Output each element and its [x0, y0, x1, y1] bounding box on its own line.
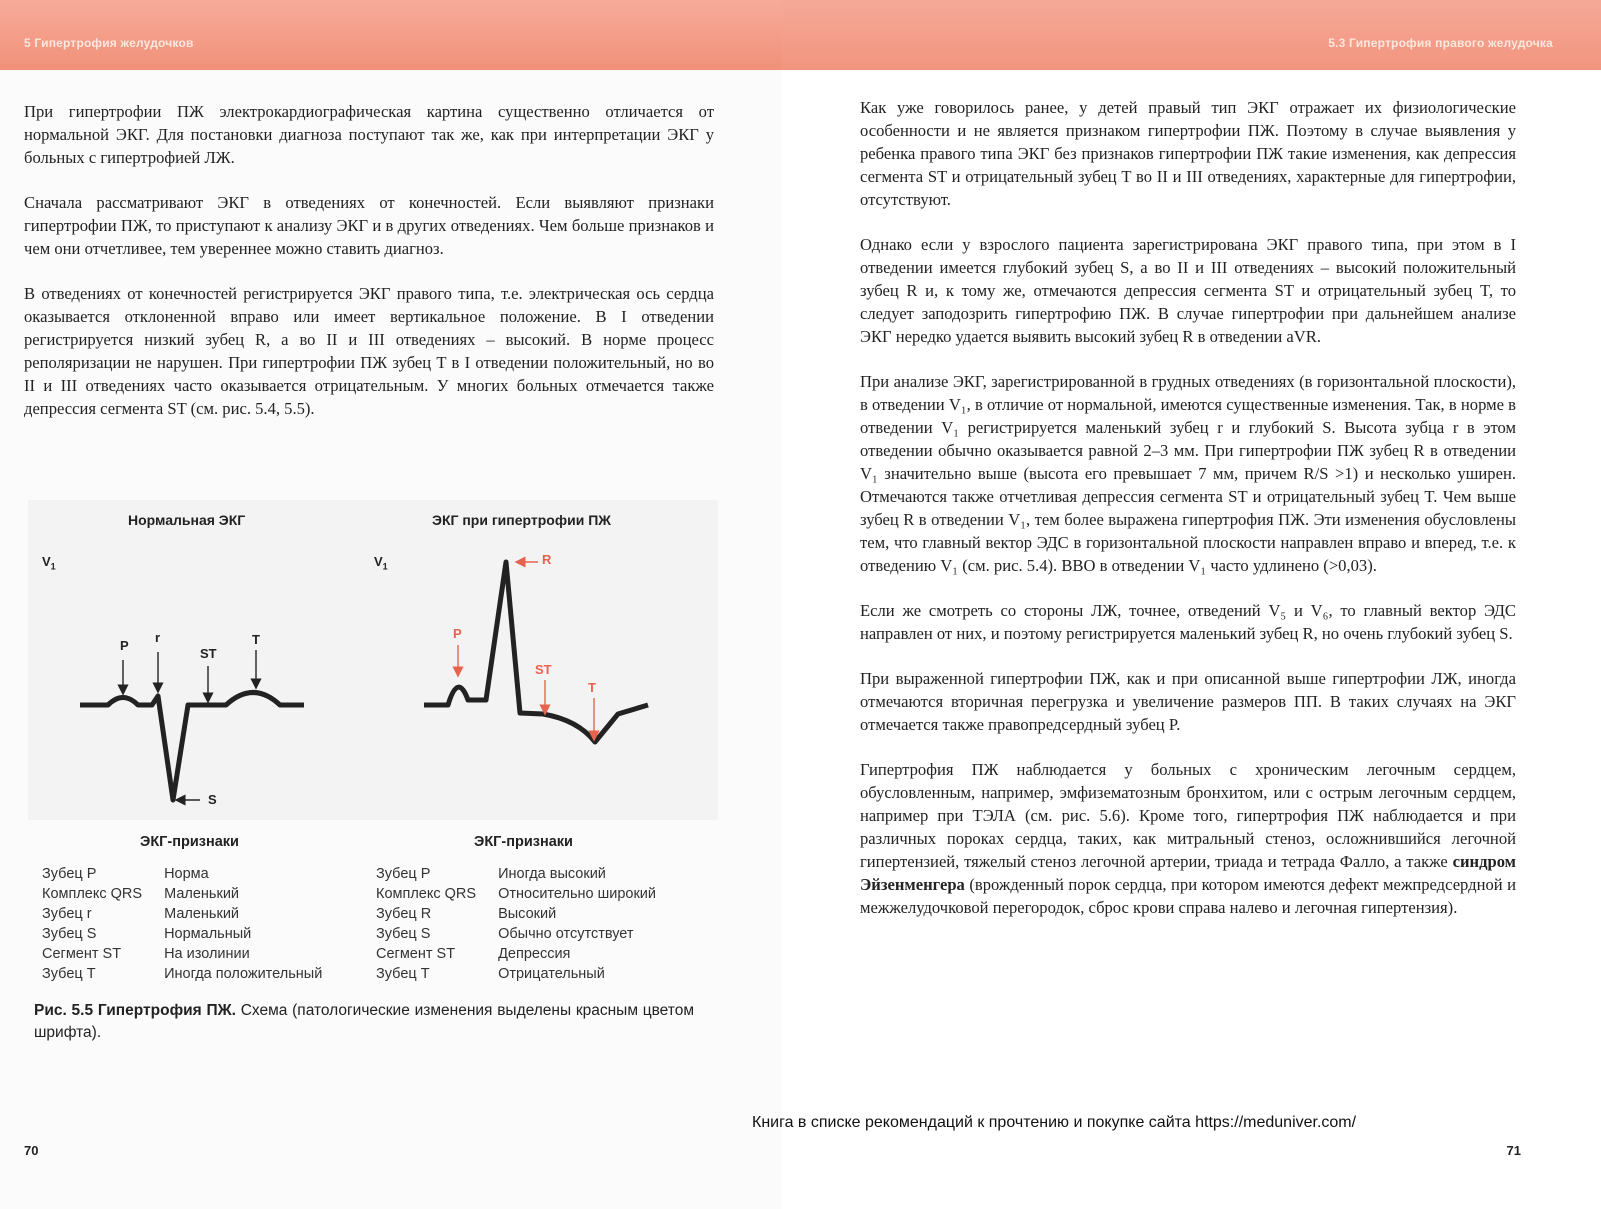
right-page-header	[782, 0, 1601, 70]
feature-row	[376, 924, 656, 944]
label-s: S	[208, 792, 217, 807]
feature-name: Комплекс QRS	[376, 886, 477, 902]
feature-name: Комплекс QRS	[42, 886, 143, 902]
paragraph: Как уже говорилось ранее, у детей правый тип ЭКГ отражает их физиологические особенности и не является признаком гипертрофии ПЖ. Поэтому в случае выявления у ребенка правого типа ЭКГ без признаков гипертрофии ПЖ такие изменения, как депрессия сегмента ST и отрицательный зубец T во II и III отведениях, характерные для гипертрофии, отсутствуют.	[860, 98, 1516, 209]
page-number-right: 71	[1506, 1143, 1521, 1158]
caption-text: Схема (патологические изменения выделены красным цветом шрифта).	[34, 1002, 694, 1041]
feature-name: Сегмент ST	[42, 946, 122, 962]
left-page	[0, 0, 782, 1209]
label-t: T	[252, 632, 260, 647]
feature-name: Сегмент ST	[376, 946, 456, 962]
left-page-header	[0, 0, 782, 70]
site-recommendation-note: Книга в списке рекомендаций к прочтению и покупке сайта https://meduniver.com/	[752, 1114, 1357, 1131]
feature-row	[42, 944, 322, 964]
left-body-text	[24, 100, 714, 442]
chapter-title: 5 Гипертрофия желудочков	[24, 36, 194, 50]
paragraph: В отведениях от конечностей регистрируется ЭКГ правого типа, т.е. электрическая ось сердца оказывается отклоненной вправо или имеет вертикальное положение. В I отведении регистрируется низкий зубец R, а во II и III отведениях – высокий. В норме процесс реполяризации не нарушен. При гипертрофии ПЖ зубец T в I отведении положительный, но во II и III отведениях часто оказывается отрицательным. У многих больных отмечается также депрессия сегмента ST (см. рис. 5.4, 5.5).	[24, 284, 714, 418]
feature-value: На изолинии	[164, 946, 250, 962]
feature-value: Высокий	[498, 906, 557, 922]
feature-row	[376, 864, 656, 884]
right-body-text	[860, 96, 1516, 941]
lead-label-hypertrophy: $V_1$	[374, 554, 388, 572]
paragraph: Если же смотреть со стороны ЛЖ, точнее, отведений V₅ и V₆, то главный вектор ЭДС направлен от них, и поэтому регистрируется маленький зубец R, но очень глубокий зубец S.	[860, 601, 1516, 643]
feature-row	[42, 904, 322, 924]
feature-value: Маленький	[164, 886, 240, 902]
paragraph: При гипертрофии ПЖ электрокардиографическая картина существенно отличается от нормальной ЭКГ. Для постановки диагноза поступают так же, как при интерпретации ЭКГ у больных с гипертрофией ЛЖ.	[24, 102, 714, 167]
label-p: P	[120, 638, 129, 653]
feature-value: Депрессия	[498, 946, 571, 962]
right-page	[782, 0, 1601, 1209]
feature-value: Норма	[164, 866, 209, 882]
features-title-hypertrophy: ЭКГ-признаки	[474, 834, 573, 850]
label-r: r	[155, 630, 161, 645]
feature-name: Зубец P	[376, 866, 431, 882]
figure-5-5	[28, 500, 718, 1060]
feature-row	[42, 884, 322, 904]
feature-row	[376, 944, 656, 964]
feature-value: Обычно отсутствует	[498, 926, 634, 942]
feature-value: Маленький	[164, 906, 240, 922]
normal-ecg-title: Нормальная ЭКГ	[128, 512, 246, 528]
feature-name: Зубец r	[42, 906, 92, 922]
feature-name: Зубец T	[376, 966, 430, 982]
feature-name: Зубец P	[42, 866, 97, 882]
ecg-waveforms	[28, 500, 718, 820]
feature-value: Отрицательный	[498, 966, 605, 982]
paragraph: При анализе ЭКГ, зарегистрированной в грудных отведениях (в горизонтальной плоскости), в отведении V₁, в отличие от нормальной, имеются существенные изменения. Так, в норме в отведении V₁ регистрируется маленький зубец r и глубокий S. Высота зубца r в этом отведении обычно оказывается равной 2–3 мм. При гипертрофии ПЖ зубец R в отведении V₁ значительно выше (высота его превышает 7 мм, причем R/S >1) и несколько уширен. Отмечаются также отчетливая депрессия сегмента ST и отрицательный зубец T. Чем выше зубец R в отведении V₁, тем более выражена гипертрофия ПЖ. Эти изменения обусловлены тем, что главный вектор ЭДС в горизонтальной плоскости направлен вправо и вперед, т.е. к отведению V₁ (см. рис. 5.4). ВВО в отведении V₁ часто удлинено (>0,03).	[860, 372, 1516, 575]
paragraph-last: Гипертрофия ПЖ наблюдается у больных с хроническим легочным сердцем, обусловленным, например, эмфизематозным бронхитом, или с острым легочным сердцем, например при ТЭЛА (см. рис. 5.6). Кроме того, гипертрофия ПЖ наблюдается и при различных пороках сердца, таких, как митральный стеноз, осложнившийся легочной гипертензией, тяжелый стеноз легочной артерии, триада и тетрада Фалло, а также синдром Эйзенменгера (врожденный порок сердца, при котором имеются дефект межпредсердной и межжелудочковой перегородок, сброс крови справа налево и легочная гипертензия).	[860, 760, 1516, 917]
lead-label-normal: $V_1$	[42, 554, 56, 572]
feature-row	[376, 964, 656, 984]
feature-value: Относительно широкий	[498, 886, 656, 902]
label-ST-red: ST	[535, 662, 552, 677]
section-title: 5.3 Гипертрофия правого желудочка	[1328, 36, 1553, 50]
figure-caption	[34, 1000, 694, 1044]
paragraph: Однако если у взрослого пациента зарегистрирована ЭКГ правого типа, при этом в I отведении имеется глубокий зубец S, а во II и III отведениях – высокий положительный зубец R и, к тому же, отмечаются депрессия сегмента ST и отрицательный зубец T, то следует заподозрить гипертрофию ПЖ. В случае гипертрофии при дальнейшем анализе ЭКГ нередко удается выявить высокий зубец R в отведении aVR.	[860, 235, 1516, 346]
features-title-normal: ЭКГ-признаки	[140, 834, 239, 850]
caption-title: Рис. 5.5 Гипертрофия ПЖ.	[34, 1002, 236, 1019]
label-T-red: T	[588, 680, 596, 695]
feature-row	[42, 924, 322, 944]
feature-row	[376, 904, 656, 924]
feature-name: Зубец R	[376, 906, 432, 922]
paragraph: Сначала рассматривают ЭКГ в отведениях от конечностей. Если выявляют признаки гипертрофии ПЖ, то приступают к анализу ЭКГ и в других отведениях. Чем больше признаков и чем они отчетливее, тем увереннее можно ставить диагноз.	[24, 193, 714, 258]
feature-row	[42, 864, 322, 884]
normal-ecg-trace	[80, 693, 304, 801]
feature-name: Зубец T	[42, 966, 96, 982]
feature-name: Зубец S	[376, 926, 431, 942]
feature-value: Иногда высокий	[498, 866, 606, 882]
feature-row	[376, 884, 656, 904]
feature-value: Иногда положительный	[164, 966, 323, 982]
label-st: ST	[200, 646, 217, 661]
feature-row	[42, 964, 322, 984]
label-P-red: P	[453, 626, 462, 641]
hypertrophy-features-table	[376, 864, 656, 984]
normal-features-table	[42, 864, 322, 984]
feature-value: Нормальный	[164, 926, 252, 942]
eisenmenger-term: синдром Эйзенменгера	[860, 852, 1516, 894]
label-R-red: R	[542, 552, 552, 567]
hypertrophy-ecg-title: ЭКГ при гипертрофии ПЖ	[432, 512, 611, 528]
page-number-left: 70	[24, 1143, 39, 1158]
feature-name: Зубец S	[42, 926, 97, 942]
paragraph: При выраженной гипертрофии ПЖ, как и при описанной выше гипертрофии ЛЖ, иногда отмечаются вторичная перегрузка и увеличение размеров ПП. В таких случаях на ЭКГ отмечается также правопредсердный зубец P.	[860, 669, 1516, 734]
